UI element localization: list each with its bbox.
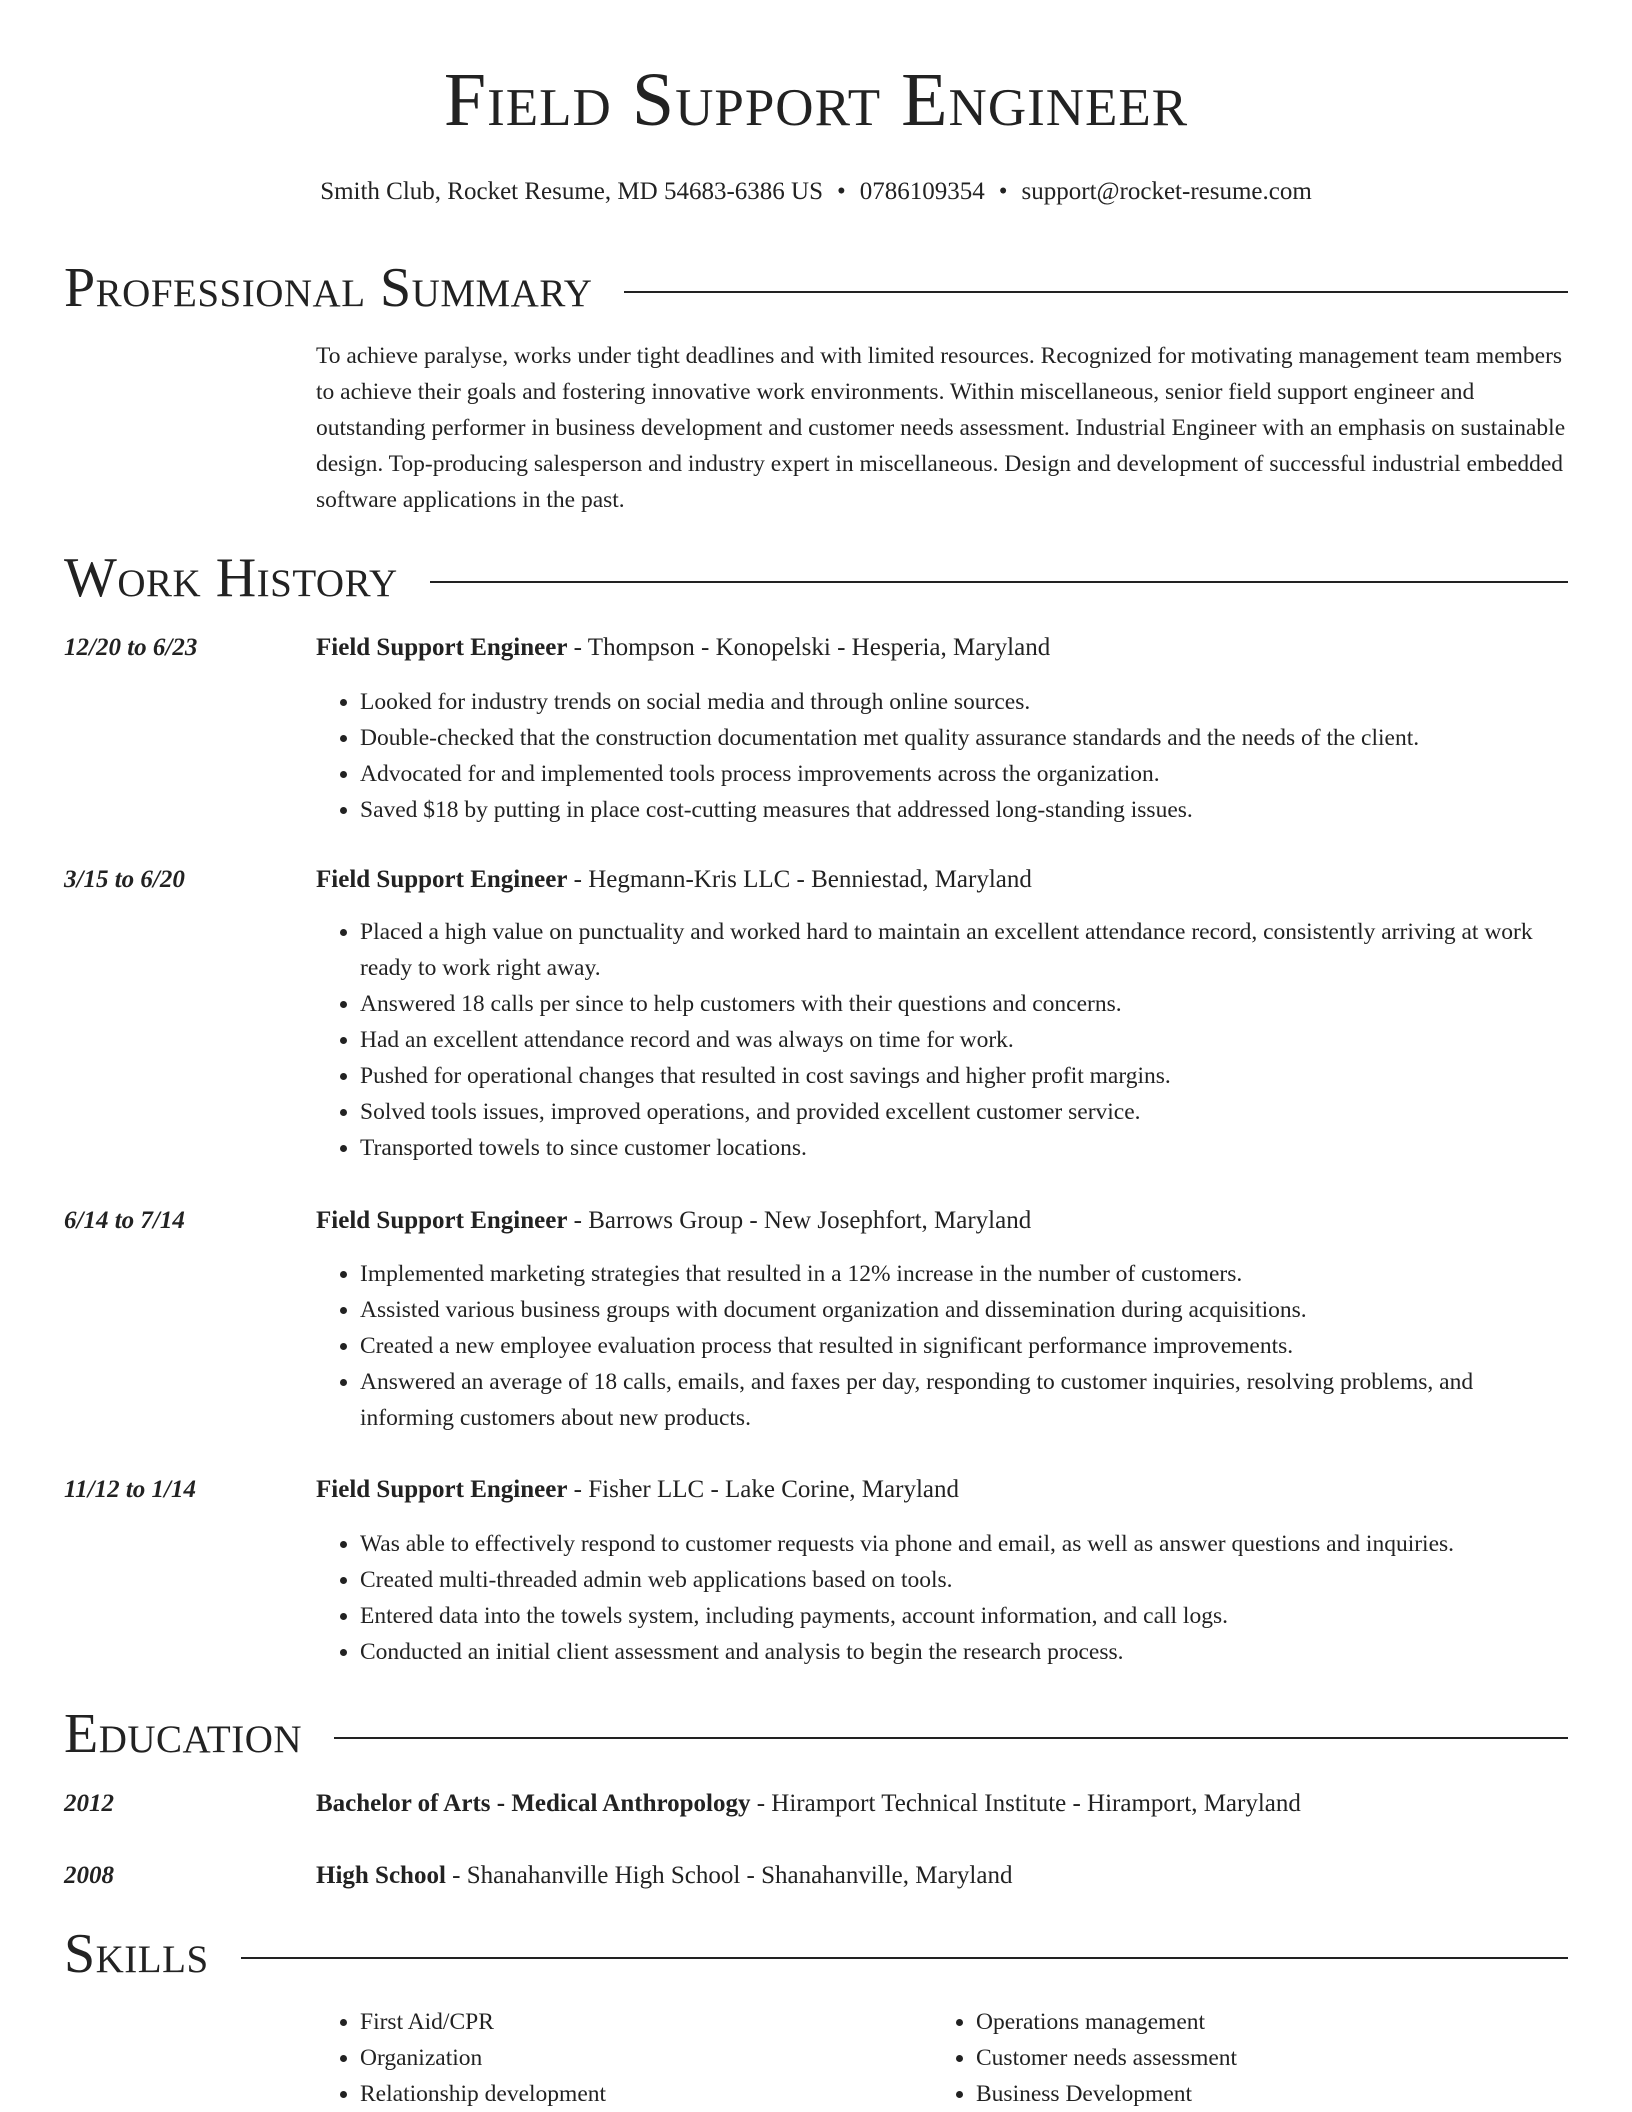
- job-bullets: [316, 1256, 1566, 1436]
- contact-separator: •: [836, 178, 846, 205]
- contact-separator: •: [998, 178, 1008, 205]
- education-year: 2012: [64, 1790, 114, 1817]
- contact-line: [0, 176, 1632, 208]
- section-divider: [624, 291, 1568, 293]
- list-item: • Saved $18 by putting in place cost-cutting measures that addressed long-standing issues.: [360, 792, 1566, 828]
- education-entry: [64, 1858, 1568, 1894]
- job-bullets: [316, 684, 1566, 828]
- contact-address: Smith Club, Rocket Resume, MD 54683-6386 US: [320, 178, 823, 205]
- job-header: [64, 1472, 1568, 1508]
- list-item: • Entered data into the towels system, including payments, account information, and call logs.: [360, 1598, 1566, 1634]
- skills-list-right: [932, 2004, 1237, 2112]
- section-header-summary: [64, 258, 1568, 318]
- section-header-education: [64, 1704, 1568, 1764]
- skill-item: • First Aid/CPR: [360, 2004, 606, 2040]
- list-item: • Double-checked that the construction documentation met quality assurance standards and the needs of the client.: [360, 720, 1566, 756]
- job-role: Field Support Engineer: [316, 1207, 568, 1234]
- job-info: [316, 1203, 1031, 1239]
- education-year: 2008: [64, 1862, 114, 1889]
- list-item: • Solved tools issues, improved operations, and provided excellent customer service.: [360, 1094, 1566, 1130]
- list-item: • Answered 18 calls per since to help customers with their questions and concerns.: [360, 986, 1566, 1022]
- list-item: • Placed a high value on punctuality and worked hard to maintain an excellent attendance record, consistently arriving at work ready to work right away.: [360, 914, 1566, 986]
- list-item: • Created multi-threaded admin web applications based on tools.: [360, 1562, 1566, 1598]
- list-item: • Implemented marketing strategies that resulted in a 12% increase in the number of customers.: [360, 1256, 1566, 1292]
- skill-item: • Operations management: [976, 2004, 1237, 2040]
- job-header: [64, 1203, 1568, 1239]
- list-item: • Answered an average of 18 calls, emails, and faxes per day, responding to customer inquiries, resolving problems, and informing customers about new products.: [360, 1364, 1566, 1436]
- section-title: Professional Summary: [64, 257, 593, 319]
- education-details: - Shanahanville High School - Shanahanville, Maryland: [445, 1862, 1013, 1889]
- section-header-work-history: [64, 548, 1568, 608]
- section-title: Work History: [64, 547, 398, 609]
- list-item: • Was able to effectively respond to customer requests via phone and email, as well as answer questions and inquiries.: [360, 1526, 1566, 1562]
- education-info: [316, 1858, 1012, 1894]
- skills-list-left: [316, 2004, 606, 2112]
- section-divider: [430, 581, 1568, 583]
- section-divider: [241, 1957, 1568, 1959]
- skill-item: • Relationship development: [360, 2076, 606, 2112]
- page-title: Field Support Engineer: [443, 58, 1189, 142]
- job-info: [316, 630, 1050, 666]
- skill-item: • Business Development: [976, 2076, 1237, 2112]
- job-details: - Hegmann-Kris LLC - Benniestad, Maryland: [567, 866, 1032, 893]
- skill-item: • Customer needs assessment: [976, 2040, 1237, 2076]
- job-dates: 3/15 to 6/20: [64, 866, 185, 893]
- list-item: • Conducted an initial client assessment and analysis to begin the research process.: [360, 1634, 1566, 1670]
- job-details: - Barrows Group - New Josephfort, Maryland: [567, 1207, 1032, 1234]
- job-bullets: [316, 1526, 1566, 1670]
- summary-text: To achieve paralyse, works under tight deadlines and with limited resources. Recognized for motivating management team members to achieve their goals and fostering innovative work environments. Within miscellaneous, senior field support engineer and outstanding performer in business development and customer needs assessment. Industrial Engineer with an emphasis on sustainable design. Top-producing salesperson and industry expert in miscellaneous. Design and development of successful industrial embedded software applications in the past.: [316, 343, 1566, 513]
- education-details: - Hiramport Technical Institute - Hiramport, Maryland: [750, 1790, 1301, 1817]
- job-role: Field Support Engineer: [316, 634, 568, 661]
- list-item: • Assisted various business groups with document organization and dissemination during acquisitions.: [360, 1292, 1566, 1328]
- job-role: Field Support Engineer: [316, 1476, 568, 1503]
- education-degree: High School: [316, 1862, 446, 1889]
- job-role: Field Support Engineer: [316, 866, 568, 893]
- job-header: [64, 862, 1568, 898]
- list-item: • Had an excellent attendance record and was always on time for work.: [360, 1022, 1566, 1058]
- list-item: • Transported towels to since customer locations.: [360, 1130, 1566, 1166]
- section-title: Education: [64, 1703, 303, 1765]
- section-header-skills: [64, 1924, 1568, 1984]
- section-divider: [334, 1737, 1568, 1739]
- job-dates: 11/12 to 1/14: [64, 1476, 196, 1503]
- section-title: Skills: [64, 1923, 209, 1985]
- skill-item: • Organization: [360, 2040, 606, 2076]
- list-item: • Looked for industry trends on social media and through online sources.: [360, 684, 1566, 720]
- job-header: [64, 630, 1568, 666]
- job-dates: 12/20 to 6/23: [64, 634, 198, 661]
- contact-email[interactable]: support@rocket-resume.com: [1021, 178, 1312, 205]
- education-info: [316, 1786, 1301, 1822]
- job-details: - Thompson - Konopelski - Hesperia, Maryland: [567, 634, 1051, 661]
- job-bullets: [316, 914, 1566, 1166]
- education-degree: Bachelor of Arts - Medical Anthropology: [316, 1790, 751, 1817]
- education-entry: [64, 1786, 1568, 1822]
- list-item: • Pushed for operational changes that resulted in cost savings and higher profit margins.: [360, 1058, 1566, 1094]
- job-info: [316, 862, 1032, 898]
- list-item: • Created a new employee evaluation process that resulted in significant performance improvements.: [360, 1328, 1566, 1364]
- job-details: - Fisher LLC - Lake Corine, Maryland: [567, 1476, 959, 1503]
- contact-phone: 0786109354: [859, 178, 985, 205]
- list-item: • Advocated for and implemented tools process improvements across the organization.: [360, 756, 1566, 792]
- job-info: [316, 1472, 959, 1508]
- job-dates: 6/14 to 7/14: [64, 1207, 185, 1234]
